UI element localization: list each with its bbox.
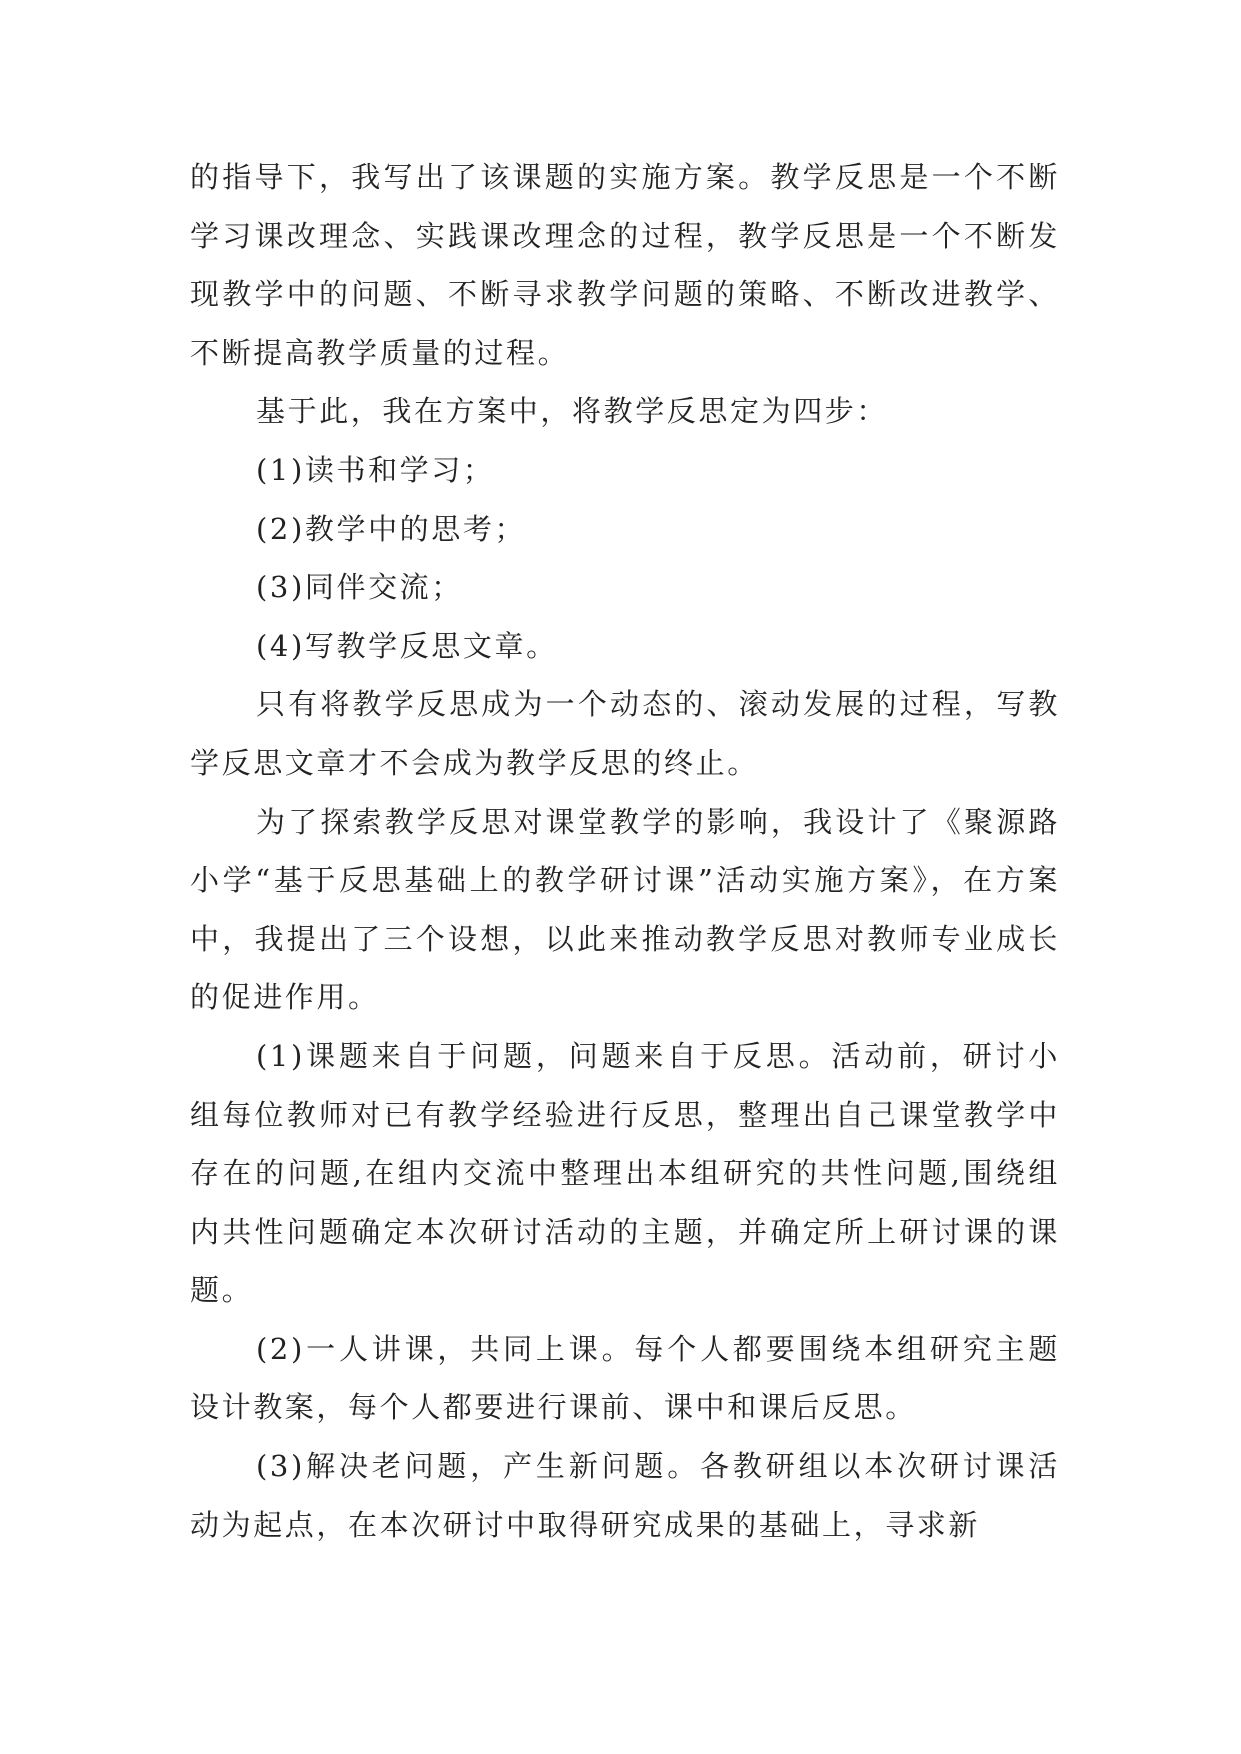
list-item-step-3: (3)同伴交流； [256, 570, 463, 605]
list-item-step-1: (1)读书和学习； [256, 452, 495, 487]
paragraph-continuation: 的指导下，我写出了该课题的实施方案。教学反思是一个不断学习课改理念、实践课改理念的过程，教学反思是一个不断发现教学中的问题、不断寻求教学问题的策略、不断改进教学、不断提高教学质量的过程。 [190, 160, 1060, 370]
list-item-idea-1: (1)课题来自于问题，问题来自于反思。活动前，研讨小组每位教师对已有教学经验进行反思，整理出自己课堂教学中存在的问题,在组内交流中整理出本组研究的共性问题,围绕组内共性问题确定本次研讨活动的主题，并确定所上研讨课的课题。 [190, 1038, 1060, 1308]
list-item-idea-3: (3)解决老问题，产生新问题。各教研组以本次研讨课活动为起点，在本次研讨中取得研究成果的基础上，寻求新 [190, 1449, 1060, 1542]
list-item-step-4: (4)写教学反思文章。 [256, 628, 558, 663]
list-item-idea-2: (2)一人讲课，共同上课。每个人都要围绕本组研究主题设计教案，每个人都要进行课前、课中和课后反思。 [190, 1331, 1060, 1425]
paragraph-plan-design: 为了探索教学反思对课堂教学的影响，我设计了《聚源路小学“基于反思基础上的教学研讨课”活动实施方案》，在方案中，我提出了三个设想，以此来推动教学反思对教师专业成长的促进作用。 [190, 804, 1060, 1015]
paragraph-four-steps-intro: 基于此，我在方案中，将教学反思定为四步： [256, 394, 889, 429]
list-item-step-2: (2)教学中的思考； [256, 511, 527, 546]
body-text [190, 148, 1060, 1554]
paragraph-dynamic-process: 只有将教学反思成为一个动态的、滚动发展的过程，写教学反思文章才不会成为教学反思的终止。 [190, 687, 1060, 780]
